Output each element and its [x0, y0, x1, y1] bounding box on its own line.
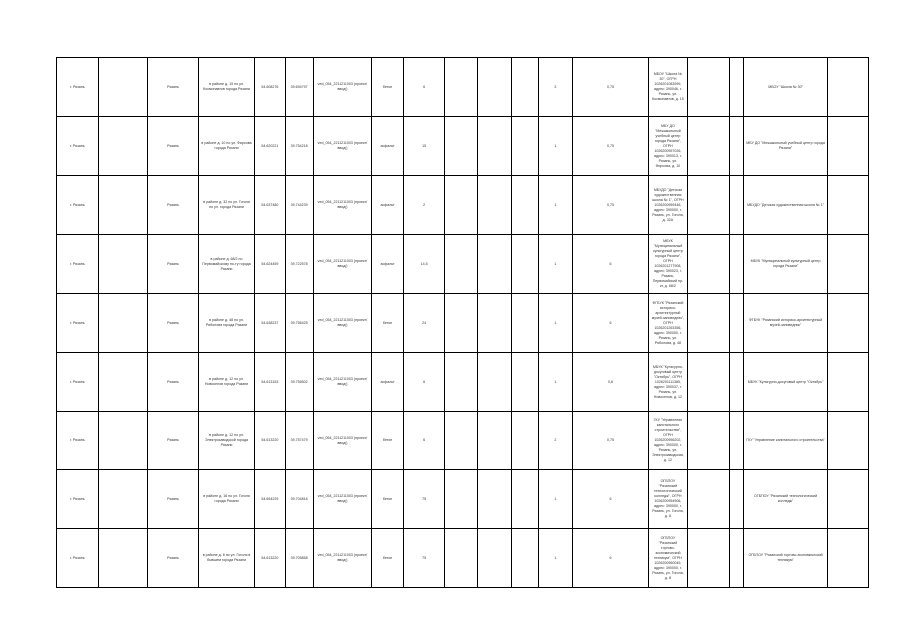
empty-cell: [730, 58, 744, 117]
empty-cell: [511, 176, 538, 235]
registry-code-cell: ved_054_2211211003 (проект/ввод/): [313, 294, 372, 353]
empty-cell: [98, 176, 148, 235]
longitude-cell: 39.704818: [285, 470, 313, 529]
longitude-cell: 39.756425: [285, 294, 313, 353]
city-cell: Рязань: [148, 412, 199, 470]
surface-type-cell: асфальт: [372, 353, 404, 412]
volume-cell: 0,75: [572, 58, 649, 117]
volume-cell: 6: [572, 529, 649, 588]
owner-cell: ОГБПОУ "Рязанский торгово-экономический техникум", ОГРН 1026200960049, адрес: 390000, г. Рязань, ул. Гоголя, д. 8: [649, 529, 687, 588]
containers-cell: 1: [538, 529, 572, 588]
settlement-cell: г. Рязань: [57, 294, 99, 353]
source-entity-cell: МБУ ДО "Межшкольный учебный центр города Рязани": [743, 117, 827, 176]
empty-cell: [511, 117, 538, 176]
source-entity-cell: ОГБПОУ "Рязанский технологический колледж": [743, 470, 827, 529]
latitude-cell: 54.608276: [255, 58, 285, 117]
latitude-cell: 54.613220: [255, 412, 285, 470]
count-cell: [478, 117, 512, 176]
latitude-cell: 54.620221: [255, 117, 285, 176]
latitude-cell: 54.613153: [255, 353, 285, 412]
empty-cell: [687, 176, 730, 235]
empty-cell: [98, 470, 148, 529]
area-cell: 75: [403, 529, 445, 588]
settlement-cell: г. Рязань: [57, 412, 99, 470]
empty-cell: [98, 529, 148, 588]
table-row: [57, 58, 869, 117]
owner-cell: ОГБПОУ "Рязанский технологический колледж", ОГРН 1026200954906, адрес: 390000, г. Рязань, ул. Гоголя, д. 8: [649, 470, 687, 529]
volume-cell: 6: [572, 235, 649, 294]
area-cell: 24: [403, 294, 445, 353]
registry-code-cell: ved_054_2211211003 (проект/ввод/): [313, 235, 372, 294]
empty-cell: [828, 294, 869, 353]
longitude-cell: 39.754218: [285, 117, 313, 176]
owner-cell: ГКУ "Управление капитального строительства", ОГРН 1026200956202, адрес: 390000, г. Рязань, ул. Электрозаводская, д. 12: [649, 412, 687, 470]
location-cell: в районе д. 12 по ул. Электрозаводской города Рязани: [198, 412, 254, 470]
location-cell: в районе д. 8 по ул. Гоголя в бывшем города Рязани: [198, 529, 254, 588]
empty-cell: [687, 470, 730, 529]
empty-cell: [828, 529, 869, 588]
settlement-cell: г. Рязань: [57, 117, 99, 176]
settlement-cell: г. Рязань: [57, 529, 99, 588]
empty-cell: [511, 58, 538, 117]
source-entity-cell: ОГБПОУ "Рязанский торгово-экономический техникум": [743, 529, 827, 588]
settlement-cell: г. Рязань: [57, 176, 99, 235]
source-entity-cell: ФГБУК "Рязанский историко-архитектурный музей-заповедник": [743, 294, 827, 353]
city-cell: Рязань: [148, 176, 199, 235]
longitude-cell: 39.694797: [285, 58, 313, 117]
containers-cell: 1: [538, 470, 572, 529]
city-cell: Рязань: [148, 470, 199, 529]
owner-cell: ФГБУК "Рязанский историко-архитектурный музей-заповедник", ОГРН 1026201263356, адрес: 390000, г. Рязань, ул. Ряболова, д. 48: [649, 294, 687, 353]
empty-cell: [730, 176, 744, 235]
registry-code-cell: ved_054_2211211003 (проект/ввод/): [313, 117, 372, 176]
empty-cell: [511, 353, 538, 412]
surface-type-cell: асфальт: [372, 117, 404, 176]
registry-code-cell: ved_054_2211211003 (проект/ввод/): [313, 412, 372, 470]
location-cell: в районе д. 32 по ул. Гоголя по ул. города Рязани: [198, 176, 254, 235]
latitude-cell: 54.613220: [255, 529, 285, 588]
surface-type-cell: асфальт: [372, 235, 404, 294]
source-entity-cell: МБУК "Муниципальный культурный центр города Рязани": [743, 235, 827, 294]
empty-cell: [687, 353, 730, 412]
table-row: [57, 235, 869, 294]
area-cell: 6: [403, 58, 445, 117]
longitude-cell: 39.705858: [285, 529, 313, 588]
registry-code-cell: ved_054_2211211003 (проект/ввод/): [313, 529, 372, 588]
location-cell: в районе д. 48 по ул. Ряболова города Рязани: [198, 294, 254, 353]
registry-code-cell: ved_054_2211211003 (проект/ввод/): [313, 470, 372, 529]
latitude-cell: 54.637480: [255, 176, 285, 235]
table-row: [57, 294, 869, 353]
containers-cell: 1: [538, 176, 572, 235]
empty-cell: [445, 470, 478, 529]
registry-code-cell: ved_054_2211211003 (проект/ввод/): [313, 58, 372, 117]
empty-cell: [98, 235, 148, 294]
table-row: [57, 412, 869, 470]
empty-cell: [828, 58, 869, 117]
surface-type-cell: асфальт: [372, 176, 404, 235]
longitude-cell: 39.755502: [285, 353, 313, 412]
city-cell: Рязань: [148, 353, 199, 412]
volume-cell: 6: [572, 294, 649, 353]
waste-site-registry-table: [56, 57, 869, 588]
empty-cell: [445, 353, 478, 412]
source-entity-cell: ГКУ "Управление капитального строительства": [743, 412, 827, 470]
containers-cell: 2: [538, 412, 572, 470]
source-entity-cell: МБУК "Культурно-досуговый центр "Октябрь": [743, 353, 827, 412]
containers-cell: 1: [538, 294, 572, 353]
surface-type-cell: бетон: [372, 529, 404, 588]
empty-cell: [445, 529, 478, 588]
empty-cell: [98, 117, 148, 176]
empty-cell: [730, 529, 744, 588]
city-cell: Рязань: [148, 529, 199, 588]
empty-cell: [445, 235, 478, 294]
latitude-cell: 54.654229: [255, 470, 285, 529]
empty-cell: [98, 412, 148, 470]
area-cell: 75: [403, 470, 445, 529]
area-cell: 6: [403, 353, 445, 412]
location-cell: в районе д. 12 по ул. Новоселов города Рязани: [198, 353, 254, 412]
empty-cell: [730, 412, 744, 470]
location-cell: в районе д. 10 по ул. Фирсова города Рязани: [198, 117, 254, 176]
empty-cell: [445, 117, 478, 176]
volume-cell: 0,75: [572, 412, 649, 470]
volume-cell: 6: [572, 470, 649, 529]
owner-cell: МБУДО "Детская художественная школа № 1", ОГРН 1026200959446, адрес: 390000, г. Рязань, ул. Гоголя, д. 32А: [649, 176, 687, 235]
empty-cell: [98, 353, 148, 412]
area-cell: 2: [403, 176, 445, 235]
count-cell: [478, 58, 512, 117]
empty-cell: [98, 58, 148, 117]
empty-cell: [445, 58, 478, 117]
count-cell: [478, 470, 512, 529]
table-row: [57, 117, 869, 176]
location-cell: в районе д. 16 по ул. Гоголя города Рязани: [198, 470, 254, 529]
empty-cell: [511, 235, 538, 294]
surface-type-cell: бетон: [372, 470, 404, 529]
owner-cell: МБУ ДО "Межшкольный учебный центр города Рязани", ОГРН 1026200957026, адрес: 390013, г. Рязань, ул. Фирсова, д. 10: [649, 117, 687, 176]
containers-cell: 1: [538, 235, 572, 294]
empty-cell: [687, 294, 730, 353]
empty-cell: [730, 117, 744, 176]
settlement-cell: г. Рязань: [57, 470, 99, 529]
area-cell: 14,5: [403, 235, 445, 294]
settlement-cell: г. Рязань: [57, 353, 99, 412]
latitude-cell: 54.638237: [255, 294, 285, 353]
empty-cell: [730, 470, 744, 529]
latitude-cell: 54.624459: [255, 235, 285, 294]
count-cell: [478, 294, 512, 353]
empty-cell: [687, 412, 730, 470]
empty-cell: [687, 58, 730, 117]
empty-cell: [445, 294, 478, 353]
owner-cell: МБУК "Муниципальный культурный центр города Рязани", ОГРН 1026201277908, адрес: 390023, г. Рязань, Первомайский пр-кт, д. 68/2: [649, 235, 687, 294]
empty-cell: [828, 353, 869, 412]
empty-cell: [511, 470, 538, 529]
empty-cell: [730, 235, 744, 294]
surface-type-cell: бетон: [372, 58, 404, 117]
longitude-cell: 39.722578: [285, 235, 313, 294]
surface-type-cell: бетон: [372, 412, 404, 470]
empty-cell: [687, 529, 730, 588]
count-cell: [478, 235, 512, 294]
empty-cell: [730, 294, 744, 353]
count-cell: [478, 412, 512, 470]
settlement-cell: г. Рязань: [57, 235, 99, 294]
longitude-cell: 39.744239: [285, 176, 313, 235]
location-cell: в районе д. 68/2 по Первомайскому по-ту города Рязани: [198, 235, 254, 294]
registry-code-cell: ved_054_2211211003 (проект/ввод/): [313, 176, 372, 235]
containers-cell: 1: [538, 117, 572, 176]
surface-type-cell: бетон: [372, 294, 404, 353]
city-cell: Рязань: [148, 235, 199, 294]
city-cell: Рязань: [148, 294, 199, 353]
empty-cell: [511, 412, 538, 470]
empty-cell: [828, 412, 869, 470]
empty-cell: [511, 294, 538, 353]
empty-cell: [98, 294, 148, 353]
empty-cell: [828, 176, 869, 235]
containers-cell: 3: [538, 58, 572, 117]
source-entity-cell: МБУДО "Детская художественная школа № 1": [743, 176, 827, 235]
area-cell: 6: [403, 412, 445, 470]
empty-cell: [445, 176, 478, 235]
empty-cell: [445, 412, 478, 470]
city-cell: Рязань: [148, 58, 199, 117]
longitude-cell: 39.757479: [285, 412, 313, 470]
empty-cell: [730, 353, 744, 412]
volume-cell: 0,75: [572, 117, 649, 176]
table-row: [57, 470, 869, 529]
volume-cell: 0,75: [572, 176, 649, 235]
city-cell: Рязань: [148, 117, 199, 176]
owner-cell: МБОУ "Школа № 30", ОГРН 1026201083999, адрес: 390046, г. Рязань, ул. Космонавтов, д. 15: [649, 58, 687, 117]
empty-cell: [828, 235, 869, 294]
volume-cell: 0,6: [572, 353, 649, 412]
settlement-cell: г. Рязань: [57, 58, 99, 117]
empty-cell: [687, 117, 730, 176]
empty-cell: [828, 117, 869, 176]
table-row: [57, 353, 869, 412]
count-cell: [478, 176, 512, 235]
table-row: [57, 176, 869, 235]
area-cell: 15: [403, 117, 445, 176]
count-cell: [478, 529, 512, 588]
owner-cell: МБУК "Культурно-досуговый центр "Октябрь", ОГРН 1026201111385, адрес: 390037, г. Рязань, ул. Новоселов, д. 12: [649, 353, 687, 412]
empty-cell: [828, 470, 869, 529]
location-cell: в районе д. 15 по ул. Космонавтов города Рязани: [198, 58, 254, 117]
containers-cell: 1: [538, 353, 572, 412]
empty-cell: [511, 529, 538, 588]
count-cell: [478, 353, 512, 412]
registry-code-cell: ved_054_2211211003 (проект/ввод/): [313, 353, 372, 412]
table-row: [57, 529, 869, 588]
source-entity-cell: МБОУ "Школа № 30": [743, 58, 827, 117]
empty-cell: [687, 235, 730, 294]
